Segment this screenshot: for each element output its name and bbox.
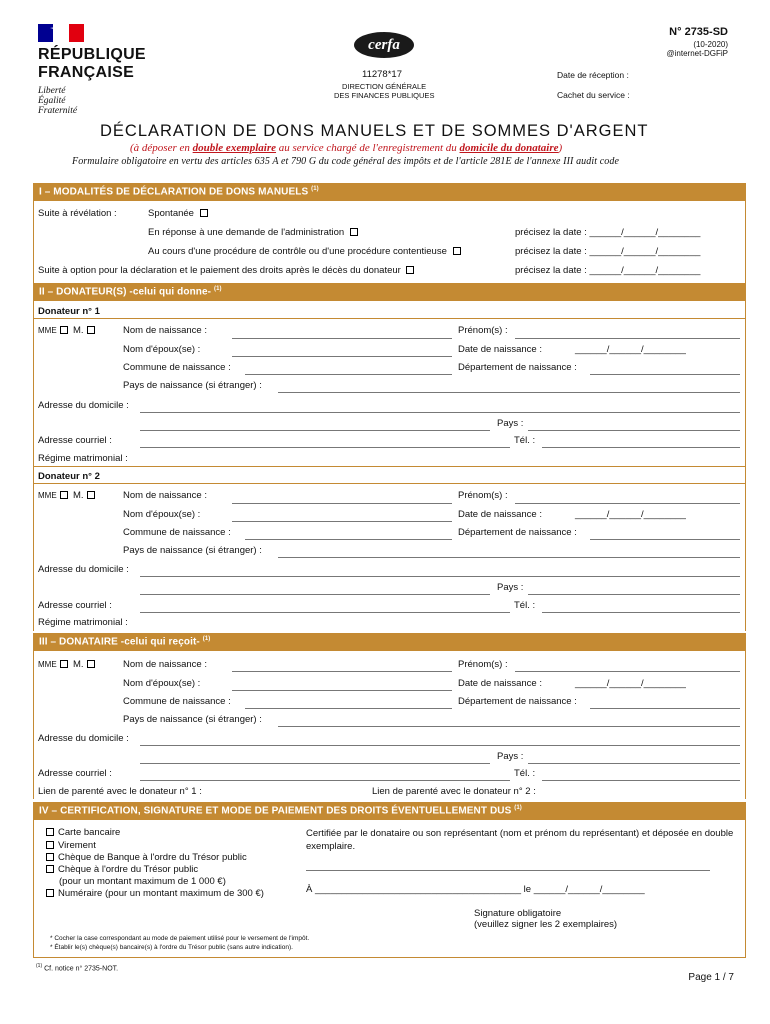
deposit-instruction	[130, 142, 562, 154]
suite-label: Suite à révélation :	[38, 208, 117, 219]
carte-label: Carte bancaire	[58, 827, 121, 838]
mme-checkbox[interactable]	[60, 491, 68, 499]
departement-label: Département de naissance :	[458, 527, 577, 538]
nom-naissance-input[interactable]	[232, 671, 452, 672]
section3-title: III – DONATAIRE -celui qui reçoit-	[39, 636, 200, 648]
republique-line2: FRANÇAISE	[38, 64, 135, 81]
numeraire-label: Numéraire (pour un montant maximum de 300 €)	[58, 888, 264, 899]
prenoms-input[interactable]	[515, 671, 740, 672]
tel-input[interactable]	[542, 780, 740, 781]
notice-mark: (1)	[36, 963, 43, 969]
section3-note: (1)	[202, 636, 211, 642]
cheque-banque-label: Chèque de Banque à l'ordre du Trésor public	[58, 852, 247, 863]
departement-label: Département de naissance :	[458, 696, 577, 707]
reponse-option[interactable]	[148, 227, 358, 238]
republique-line1: RÉPUBLIQUE	[38, 46, 146, 63]
virement-label: Virement	[58, 840, 96, 851]
cheque-max: (pour un montant maximum de 1 000 €)	[59, 876, 226, 887]
m-label: M.	[72, 490, 84, 501]
nom-epoux-label: Nom d'époux(se) :	[123, 678, 201, 689]
adresse-input[interactable]	[140, 576, 740, 577]
reponse-label: En réponse à une demande de l'administration	[148, 227, 345, 238]
nom-epoux-label: Nom d'époux(se) :	[123, 344, 201, 355]
pays-input-left[interactable]	[140, 594, 490, 595]
adresse-input[interactable]	[140, 745, 740, 746]
departement-input[interactable]	[590, 708, 740, 709]
payment-numeraire[interactable]	[46, 888, 264, 899]
payment-footnote1: * Cocher la case correspondant au mode de paiement utilisé pour le versement de l'impôt.	[50, 935, 310, 942]
payment-footnote2: * Établir le(s) chèque(s) bancaire(s) à l'ordre du Trésor public (sans autre indication).	[50, 944, 293, 951]
tel-label: Tél. :	[514, 435, 536, 446]
nom-epoux-input[interactable]	[232, 521, 452, 522]
section1-note: (1)	[311, 186, 319, 192]
form-date: (10-2020)	[693, 40, 728, 49]
form-source: @internet-DGFiP	[666, 49, 728, 58]
pays-naissance-label: Pays de naissance (si étranger) :	[123, 380, 262, 391]
cheque-label: Chèque à l'ordre du Trésor public	[58, 864, 199, 875]
tel-input[interactable]	[542, 612, 740, 613]
regime-label: Régime matrimonial :	[38, 617, 128, 628]
prenoms-input[interactable]	[515, 503, 740, 504]
page-title: DÉCLARATION DE DONS MANUELS ET DE SOMMES D'ARGENT	[100, 122, 649, 140]
pays-label: Pays :	[497, 582, 524, 593]
departement-input[interactable]	[590, 374, 740, 375]
divider	[33, 466, 746, 467]
commune-label: Commune de naissance :	[123, 362, 231, 373]
option-deces-date[interactable]: précisez la date : ______/______/________	[515, 265, 701, 276]
section3-frame	[33, 651, 746, 799]
controle-date[interactable]: précisez la date : ______/______/________	[515, 246, 701, 257]
cerfa-text: cerfa	[368, 37, 400, 53]
pays-input-left[interactable]	[140, 763, 490, 764]
reponse-checkbox[interactable]	[350, 228, 358, 236]
adresse-label: Adresse du domicile :	[38, 400, 129, 411]
section2-title: II – DONATEUR(S) -celui qui donne-	[39, 286, 212, 298]
commune-label: Commune de naissance :	[123, 527, 231, 538]
date-naissance-label: Date de naissance :	[458, 509, 542, 520]
date-naissance-input[interactable]: ______/______/________	[575, 344, 686, 355]
deposit-part2: au service chargé de l'enregistrement du	[276, 142, 460, 154]
direction-line1: DIRECTION GÉNÉRALE	[342, 82, 427, 91]
adresse-label: Adresse du domicile :	[38, 564, 129, 575]
spontanee-checkbox[interactable]	[200, 209, 208, 217]
controle-option[interactable]	[148, 246, 461, 257]
date-reception-label: Date de réception :	[557, 70, 629, 80]
date-naissance-input[interactable]: ______/______/________	[575, 509, 686, 520]
pays-label: Pays :	[497, 418, 524, 429]
section4-title: IV – CERTIFICATION, SIGNATURE ET MODE DE PAIEMENT DES DROITS ÉVENTUELLEMENT DUS	[39, 805, 512, 817]
signature-label: Signature obligatoire	[474, 908, 562, 919]
payment-carte[interactable]	[46, 827, 120, 838]
tel-label: Tél. :	[514, 600, 536, 611]
courriel-input[interactable]	[140, 447, 510, 448]
divider	[33, 483, 746, 484]
m-checkbox[interactable]	[87, 491, 95, 499]
motto-liberte: Liberté	[38, 86, 66, 96]
payment-virement[interactable]	[46, 840, 96, 851]
prenoms-label: Prénom(s) :	[458, 490, 508, 501]
adresse-input[interactable]	[140, 412, 740, 413]
representant-input[interactable]	[306, 870, 710, 871]
motto-egalite: Égalité	[38, 96, 66, 106]
donateur2-label: Donateur n° 2	[38, 471, 100, 482]
nom-naissance-label: Nom de naissance :	[123, 490, 207, 501]
regime-label: Régime matrimonial :	[38, 453, 128, 464]
nom-epoux-label: Nom d'époux(se) :	[123, 509, 201, 520]
deposit-part3: )	[558, 142, 563, 154]
carte-checkbox[interactable]	[46, 828, 54, 836]
commune-input[interactable]	[245, 708, 452, 709]
civility-donataire[interactable]	[38, 659, 95, 670]
m-checkbox[interactable]	[87, 326, 95, 334]
pays-label: Pays :	[497, 751, 524, 762]
pays-input-left[interactable]	[140, 430, 490, 431]
courriel-label: Adresse courriel :	[38, 600, 112, 611]
cerfa-number: 11278*17	[362, 69, 402, 80]
section3-header	[33, 633, 746, 651]
pays-naissance-input[interactable]	[278, 726, 740, 727]
civility-d1[interactable]	[38, 325, 95, 336]
cheque-checkbox[interactable]	[46, 865, 54, 873]
legal-basis: Formulaire obligatoire en vertu des articles 635 A et 790 G du code général des impôts et de l'article 281E de l'annexe III audit code	[72, 156, 620, 167]
notice-ref	[36, 963, 118, 972]
cachet-label: Cachet du service :	[557, 90, 630, 100]
motto-fraternite: Fraternité	[38, 106, 78, 116]
deposit-part1: (à déposer en	[130, 142, 193, 154]
nom-epoux-input[interactable]	[232, 690, 452, 691]
prenoms-input[interactable]	[515, 338, 740, 339]
pays-naissance-label: Pays de naissance (si étranger) :	[123, 545, 262, 556]
nom-epoux-input[interactable]	[232, 356, 452, 357]
mme-checkbox[interactable]	[60, 660, 68, 668]
section1-title: I – MODALITÉS DE DÉCLARATION DE DONS MANUELS	[39, 186, 309, 198]
payment-cheque[interactable]	[46, 864, 198, 875]
departement-label: Département de naissance :	[458, 362, 577, 373]
section4-note: (1)	[514, 805, 522, 811]
pays-input[interactable]	[528, 594, 740, 595]
pays-input[interactable]	[528, 763, 740, 764]
nom-naissance-input[interactable]	[232, 503, 452, 504]
prenoms-label: Prénom(s) :	[458, 325, 508, 336]
numeraire-checkbox[interactable]	[46, 889, 54, 897]
payment-cheque-banque[interactable]	[46, 852, 247, 863]
m-label: M.	[72, 659, 84, 670]
lien-parente-1: Lien de parenté avec le donateur n° 1 :	[38, 786, 202, 797]
lien-parente-2: Lien de parenté avec le donateur n° 2 :	[372, 786, 536, 797]
nom-naissance-label: Nom de naissance :	[123, 325, 207, 336]
commune-input[interactable]	[245, 374, 452, 375]
deposit-double: double exemplaire	[192, 142, 277, 154]
date-naissance-label: Date de naissance :	[458, 344, 542, 355]
place-date-line[interactable]: À _______________________________________ le ______/______/________	[306, 884, 645, 895]
nom-naissance-label: Nom de naissance :	[123, 659, 207, 670]
virement-checkbox[interactable]	[46, 841, 54, 849]
adresse-label: Adresse du domicile :	[38, 733, 129, 744]
date-naissance-label: Date de naissance :	[458, 678, 542, 689]
mme-label: MME	[38, 660, 57, 669]
pays-input[interactable]	[528, 430, 740, 431]
option-deces-label: Suite à option pour la déclaration et le paiement des droits après le décès du donateur	[38, 265, 401, 276]
commune-label: Commune de naissance :	[123, 696, 231, 707]
section2-note: (1)	[214, 286, 222, 292]
controle-label: Au cours d'une procédure de contrôle ou d'une procédure contentieuse	[148, 246, 447, 257]
spontanee-option[interactable]	[148, 208, 208, 219]
reponse-date[interactable]: précisez la date : ______/______/________	[515, 227, 701, 238]
option-deces-checkbox[interactable]	[406, 266, 414, 274]
cheque-banque-checkbox[interactable]	[46, 853, 54, 861]
pays-naissance-input[interactable]	[278, 557, 740, 558]
courriel-label: Adresse courriel :	[38, 768, 112, 779]
certification-text: Certifiée par le donataire ou son représentant (nom et prénom du représentant) et déposée en double exemplaire.	[306, 828, 734, 852]
page-number: Page 1 / 7	[688, 972, 734, 983]
cerfa-logo	[354, 32, 414, 58]
deposit-domicile: domicile du donataire	[459, 142, 559, 154]
prenoms-label: Prénom(s) :	[458, 659, 508, 670]
tel-input[interactable]	[542, 447, 740, 448]
notice-text: Cf. notice n° 2735-NOT.	[44, 965, 119, 973]
commune-input[interactable]	[245, 539, 452, 540]
section4-header	[33, 802, 746, 820]
courriel-label: Adresse courriel :	[38, 435, 112, 446]
m-checkbox[interactable]	[87, 660, 95, 668]
civility-d2[interactable]	[38, 490, 95, 501]
pays-naissance-input[interactable]	[278, 392, 740, 393]
donateur1-label: Donateur n° 1	[38, 306, 100, 317]
section1-header	[33, 183, 746, 201]
courriel-input[interactable]	[140, 612, 510, 613]
signature-note: (veuillez signer les 2 exemplaires)	[474, 919, 618, 930]
republique-logo	[38, 24, 153, 120]
spontanee-label: Spontanée	[148, 208, 194, 219]
marianne-flag-icon	[38, 24, 84, 42]
form-number: N° 2735-SD	[669, 26, 728, 38]
pays-naissance-label: Pays de naissance (si étranger) :	[123, 714, 262, 725]
mme-label: MME	[38, 491, 57, 500]
option-deces[interactable]	[38, 265, 414, 276]
divider	[33, 318, 746, 319]
direction-line2: DES FINANCES PUBLIQUES	[334, 91, 435, 100]
nom-naissance-input[interactable]	[232, 338, 452, 339]
controle-checkbox[interactable]	[453, 247, 461, 255]
courriel-input[interactable]	[140, 780, 510, 781]
mme-checkbox[interactable]	[60, 326, 68, 334]
tel-label: Tél. :	[514, 768, 536, 779]
date-naissance-input[interactable]: ______/______/________	[575, 678, 686, 689]
mme-label: MME	[38, 326, 57, 335]
departement-input[interactable]	[590, 539, 740, 540]
section2-header	[33, 283, 746, 301]
m-label: M.	[72, 325, 84, 336]
